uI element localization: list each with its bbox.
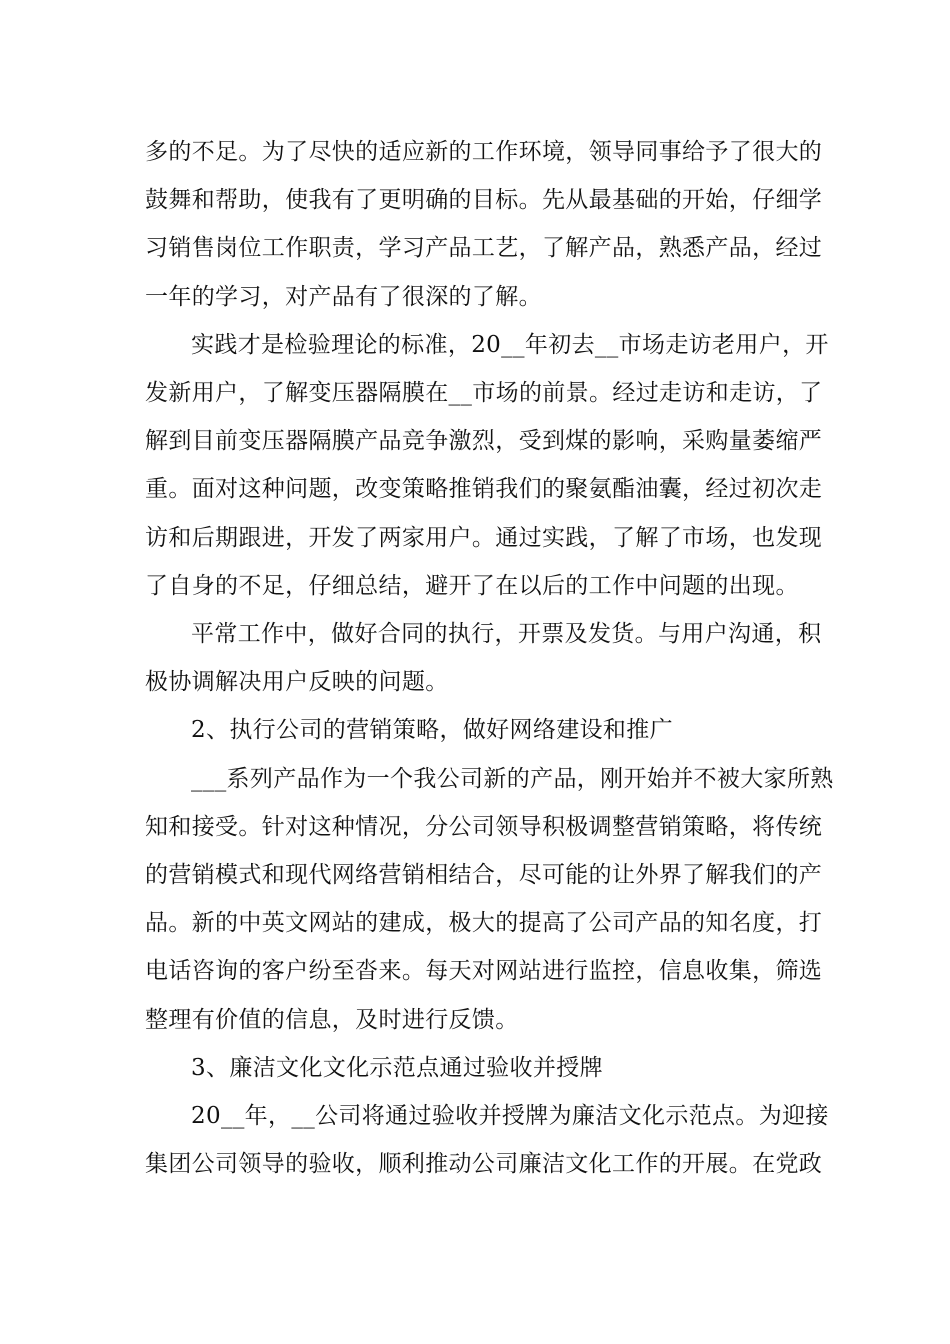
paragraph-2 (145, 321, 829, 610)
text-line: 品。新的中英文网站的建成，极大的提高了公司产品的知名度，打 (145, 910, 823, 937)
text-line: 集团公司领导的验收，顺利推动公司廉洁文化工作的开展。在党政 (145, 1151, 823, 1178)
section-heading-3 (145, 1044, 810, 1092)
text-line: 解到目前变压器隔膜产品竞争激烈，受到煤的影响，采购量萎缩严 (145, 428, 823, 455)
text-line: 20__年，__公司将通过验收并授牌为廉洁文化示范点。为迎接 (191, 1103, 829, 1130)
text-line: 发新用户，了解变压器隔膜在__市场的前景。经过走访和走访，了 (145, 380, 823, 407)
text-line: 鼓舞和帮助，使我有了更明确的目标。先从最基础的开始，仔细学 (145, 187, 823, 214)
text-line: 极协调解决用户反映的问题。 (145, 669, 449, 696)
text-line: 重。面对这种问题，改变策略推销我们的聚氨酯油囊，经过初次走 (145, 476, 823, 503)
text-line: 访和后期跟进，开发了两家用户。通过实践，了解了市场，也发现 (145, 524, 823, 551)
text-line: 整理有价值的信息，及时进行反馈。 (145, 1006, 519, 1033)
text-line: 的营销模式和现代网络营销相结合，尽可能的让外界了解我们的产 (145, 862, 823, 889)
text-line: 习销售岗位工作职责，学习产品工艺，了解产品，熟悉产品，经过 (145, 235, 823, 262)
text-line: 电话咨询的客户纷至沓来。每天对网站进行监控，信息收集，筛选 (145, 958, 823, 985)
paragraph-3 (145, 610, 822, 706)
text-line: 一年的学习，对产品有了很深的了解。 (145, 283, 542, 310)
section-heading-2 (145, 706, 810, 754)
text-line: 平常工作中，做好合同的执行，开票及发货。与用户沟通，积 (191, 621, 822, 648)
paragraph-1 (145, 128, 823, 321)
text-line: 实践才是检验理论的标准，20__年初去__市场走访老用户，开 (191, 331, 829, 358)
text-line: 知和接受。针对这种情况，分公司领导积极调整营销策略，将传统 (145, 813, 823, 840)
text-line: 了自身的不足，仔细总结，避开了在以后的工作中问题的出现。 (145, 572, 799, 599)
text-line: ___系列产品作为一个我公司新的产品，刚开始并不被大家所熟 (191, 765, 834, 792)
paragraph-5 (145, 1092, 829, 1188)
heading-line: 2、执行公司的营销策略，做好网络建设和推广 (191, 717, 673, 744)
heading-line: 3、廉洁文化文化示范点通过验收并授牌 (191, 1054, 603, 1081)
document-body (145, 128, 834, 1188)
text-line: 多的不足。为了尽快的适应新的工作环境，领导同事给予了很大的 (145, 139, 823, 165)
paragraph-4 (145, 755, 834, 1044)
